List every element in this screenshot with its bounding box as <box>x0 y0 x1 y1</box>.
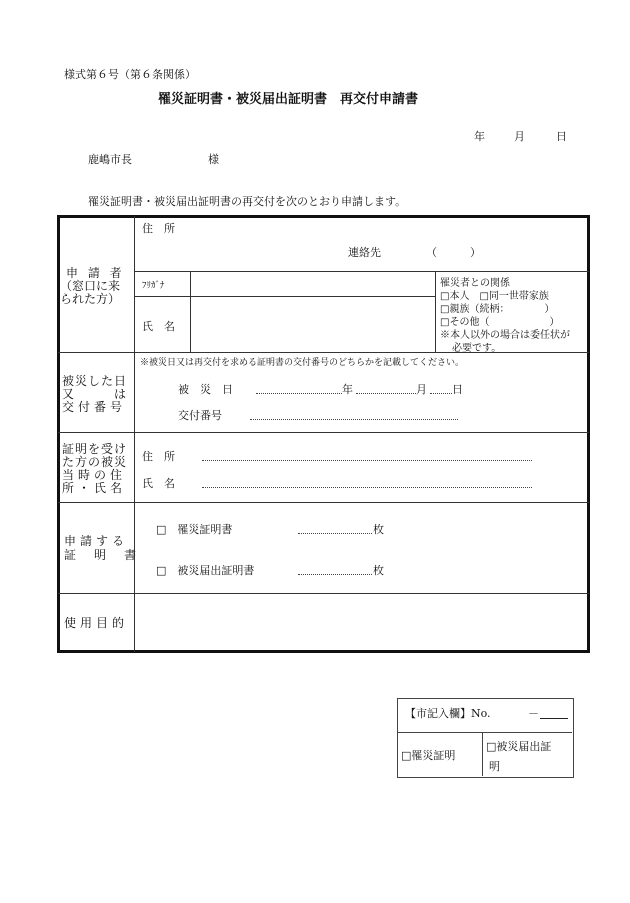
applicant-label-l3: られた方） <box>60 292 121 306</box>
victim-name-label: 氏 名 <box>142 477 175 490</box>
disaster-year-field[interactable] <box>256 393 342 394</box>
date-month-label: 月 <box>514 130 525 143</box>
disaster-month-field[interactable] <box>356 393 416 394</box>
disaster-year-unit: 年 <box>342 383 353 396</box>
disaster-date-label: 被 災 日 <box>178 383 233 396</box>
form-number: 様式第６号（第６条関係） <box>64 68 196 81</box>
issue-number-field[interactable] <box>250 419 458 420</box>
disaster-month-unit: 月 <box>416 383 427 396</box>
addressee: 鹿嶋市長 <box>88 153 132 166</box>
risai-count-field[interactable] <box>298 533 372 534</box>
relation-other-checkbox[interactable]: □その他（ ） <box>440 317 560 328</box>
victim-name-field[interactable] <box>202 487 532 488</box>
office-option-risai[interactable]: □罹災証明 <box>401 749 456 762</box>
hisai-count-field[interactable] <box>298 574 372 575</box>
office-number-dash: － <box>528 707 539 720</box>
relation-note: ※本人以外の場合は委任状が <box>440 330 570 341</box>
certificate-option-hisai[interactable]: □ 被災届出証明書 <box>156 564 255 577</box>
disaster-day-field[interactable] <box>430 393 452 394</box>
disaster-note: ※被災日又は再交付を求める証明書の交付番号のどちらかを記載してください。 <box>140 358 465 368</box>
victim-label-l3: 当時の住 <box>62 468 127 482</box>
relation-self-checkbox[interactable]: □本人 □同一世帯家族 <box>440 291 549 302</box>
contact-label: 連絡先 <box>348 246 381 259</box>
applicant-name-label: 氏 名 <box>142 320 175 333</box>
applicant-label-l1: 申 請 者 <box>66 266 125 280</box>
certificates-label-l1: 申請する <box>64 534 129 548</box>
page-title: 罹災証明書・被災届出証明書 再交付申請書 <box>158 92 419 107</box>
honorific: 様 <box>208 153 219 166</box>
intro-text: 罹災証明書・被災届出証明書の再交付を次のとおり申請します。 <box>88 195 407 208</box>
disaster-label-l3: 交付番号 <box>62 400 127 414</box>
relation-relative-checkbox[interactable]: □親族（続柄： ） <box>440 304 555 315</box>
victim-label-l2: た方の被災 <box>62 455 128 469</box>
risai-count-unit: 枚 <box>373 523 384 536</box>
victim-label-l1: 証明を受け <box>62 442 128 456</box>
applicant-address-label: 住 所 <box>142 222 175 235</box>
purpose-label: 使用目的 <box>64 616 129 630</box>
office-option-hisai[interactable]: □被災届出証 <box>486 740 552 753</box>
date-year-label: 年 <box>474 130 485 143</box>
contact-paren[interactable]: （ ） <box>426 246 481 259</box>
disaster-label-l1: 被災した日 <box>62 374 128 388</box>
victim-address-label: 住 所 <box>142 450 175 463</box>
issue-number-label: 交付番号 <box>178 409 222 422</box>
office-use-header: 【市記入欄】No. <box>405 707 491 720</box>
hisai-count-unit: 枚 <box>373 564 384 577</box>
applicant-label-l2: （窓口に来 <box>60 279 121 293</box>
certificate-option-risai[interactable]: □ 罹災証明書 <box>156 523 233 536</box>
victim-label-l4: 所・氏名 <box>62 481 127 495</box>
disaster-day-unit: 日 <box>452 383 463 396</box>
relation-note-2: 必要です。 <box>452 343 502 354</box>
certificates-label-l2: 証 明 書 <box>64 548 140 562</box>
relation-title: 罹災者との関係 <box>440 278 510 289</box>
disaster-label-l2: 又 は <box>62 387 128 401</box>
furigana-label: ﾌﾘｶﾞﾅ <box>142 281 165 291</box>
purpose-field[interactable] <box>136 595 588 650</box>
victim-address-field[interactable] <box>202 460 532 461</box>
date-day-label: 日 <box>556 130 567 143</box>
office-option-hisai-cont: 明 <box>489 760 500 773</box>
application-table <box>57 215 590 653</box>
